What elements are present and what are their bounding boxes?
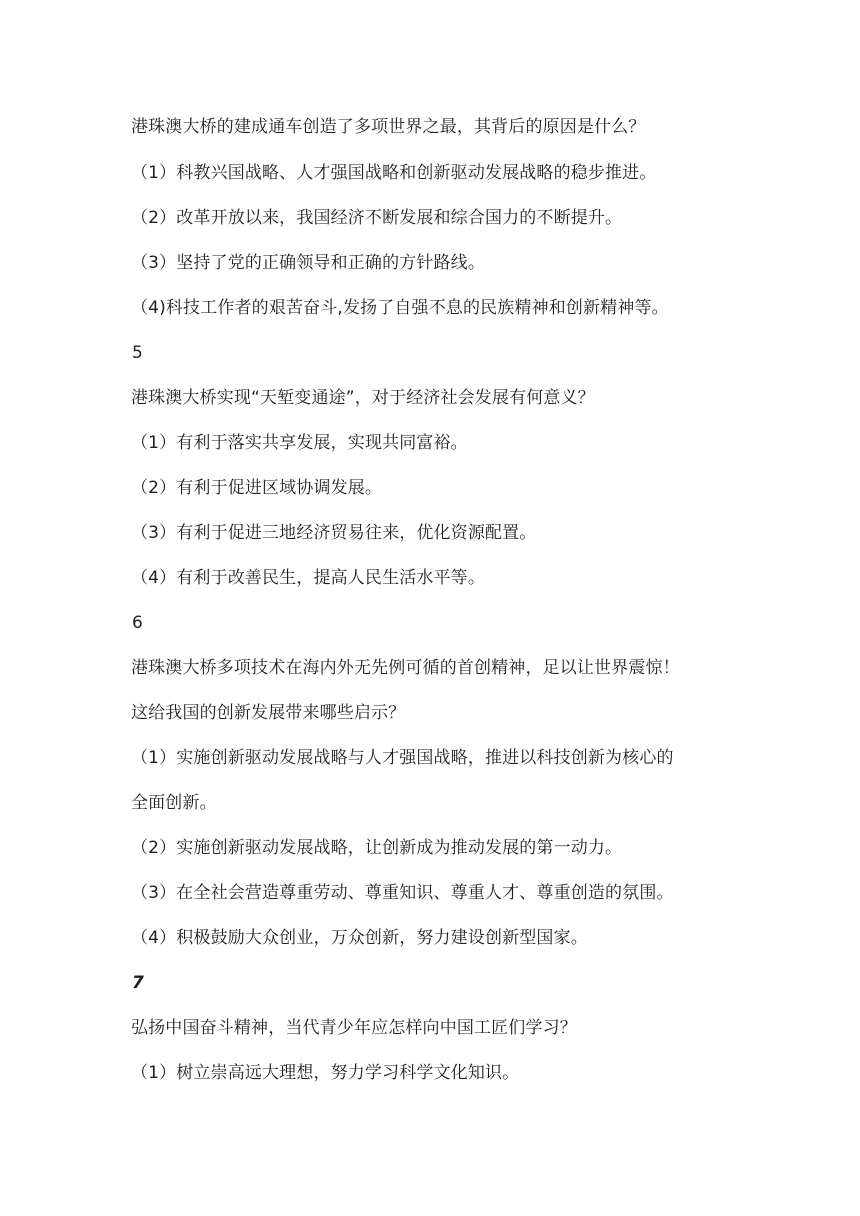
answer-item: （1）有利于落实共享发展，实现共同富裕。 bbox=[131, 433, 468, 453]
answer-item: （2）有利于促进区域协调发展。 bbox=[131, 478, 383, 498]
question-text-continued: 这给我国的创新发展带来哪些启示？ bbox=[131, 703, 406, 723]
answer-item: （1）实施创新驱动发展战略与人才强国战略，推进以科技创新为核心的 bbox=[131, 748, 674, 768]
question-text: 港珠澳大桥多项技术在海内外无先例可循的首创精神，足以让世界震惊！ bbox=[131, 658, 680, 678]
answer-item: （3）坚持了党的正确领导和正确的方针路线。 bbox=[131, 253, 485, 273]
answer-item: （1）树立崇高远大理想，努力学习科学文化知识。 bbox=[131, 1063, 520, 1083]
answer-item-continued: 全面创新。 bbox=[131, 793, 217, 813]
answer-item: （4）积极鼓励大众创业，万众创新，努力建设创新型国家。 bbox=[131, 928, 588, 948]
answer-item: （3）在全社会营造尊重劳动、尊重知识、尊重人才、尊重创造的氛围。 bbox=[131, 883, 674, 903]
answer-item: （3）有利于促进三地经济贸易往来，优化资源配置。 bbox=[131, 523, 537, 543]
answer-item: （1）科教兴国战略、人才强国战略和创新驱动发展战略的稳步推进。 bbox=[131, 163, 657, 183]
answer-item: （4)科技工作者的艰苦奋斗,发扬了自强不息的民族精神和创新精神等。 bbox=[131, 298, 669, 318]
question-text: 港珠澳大桥的建成通车创造了多项世界之最，其背后的原因是什么？ bbox=[131, 117, 646, 137]
answer-item: （2）改革开放以来，我国经济不断发展和综合国力的不断提升。 bbox=[131, 208, 623, 228]
question-number: 6 bbox=[132, 613, 143, 633]
answer-item: （2）实施创新驱动发展战略，让创新成为推动发展的第一动力。 bbox=[131, 838, 623, 858]
answer-item: （4）有利于改善民生，提高人民生活水平等。 bbox=[131, 568, 485, 588]
question-number: 5 bbox=[132, 343, 143, 363]
question-number: 7 bbox=[132, 973, 144, 993]
question-text: 港珠澳大桥实现“天堑变通途”，对于经济社会发展有何意义？ bbox=[131, 388, 595, 408]
question-text: 弘扬中国奋斗精神，当代青少年应怎样向中国工匠们学习？ bbox=[131, 1018, 577, 1038]
